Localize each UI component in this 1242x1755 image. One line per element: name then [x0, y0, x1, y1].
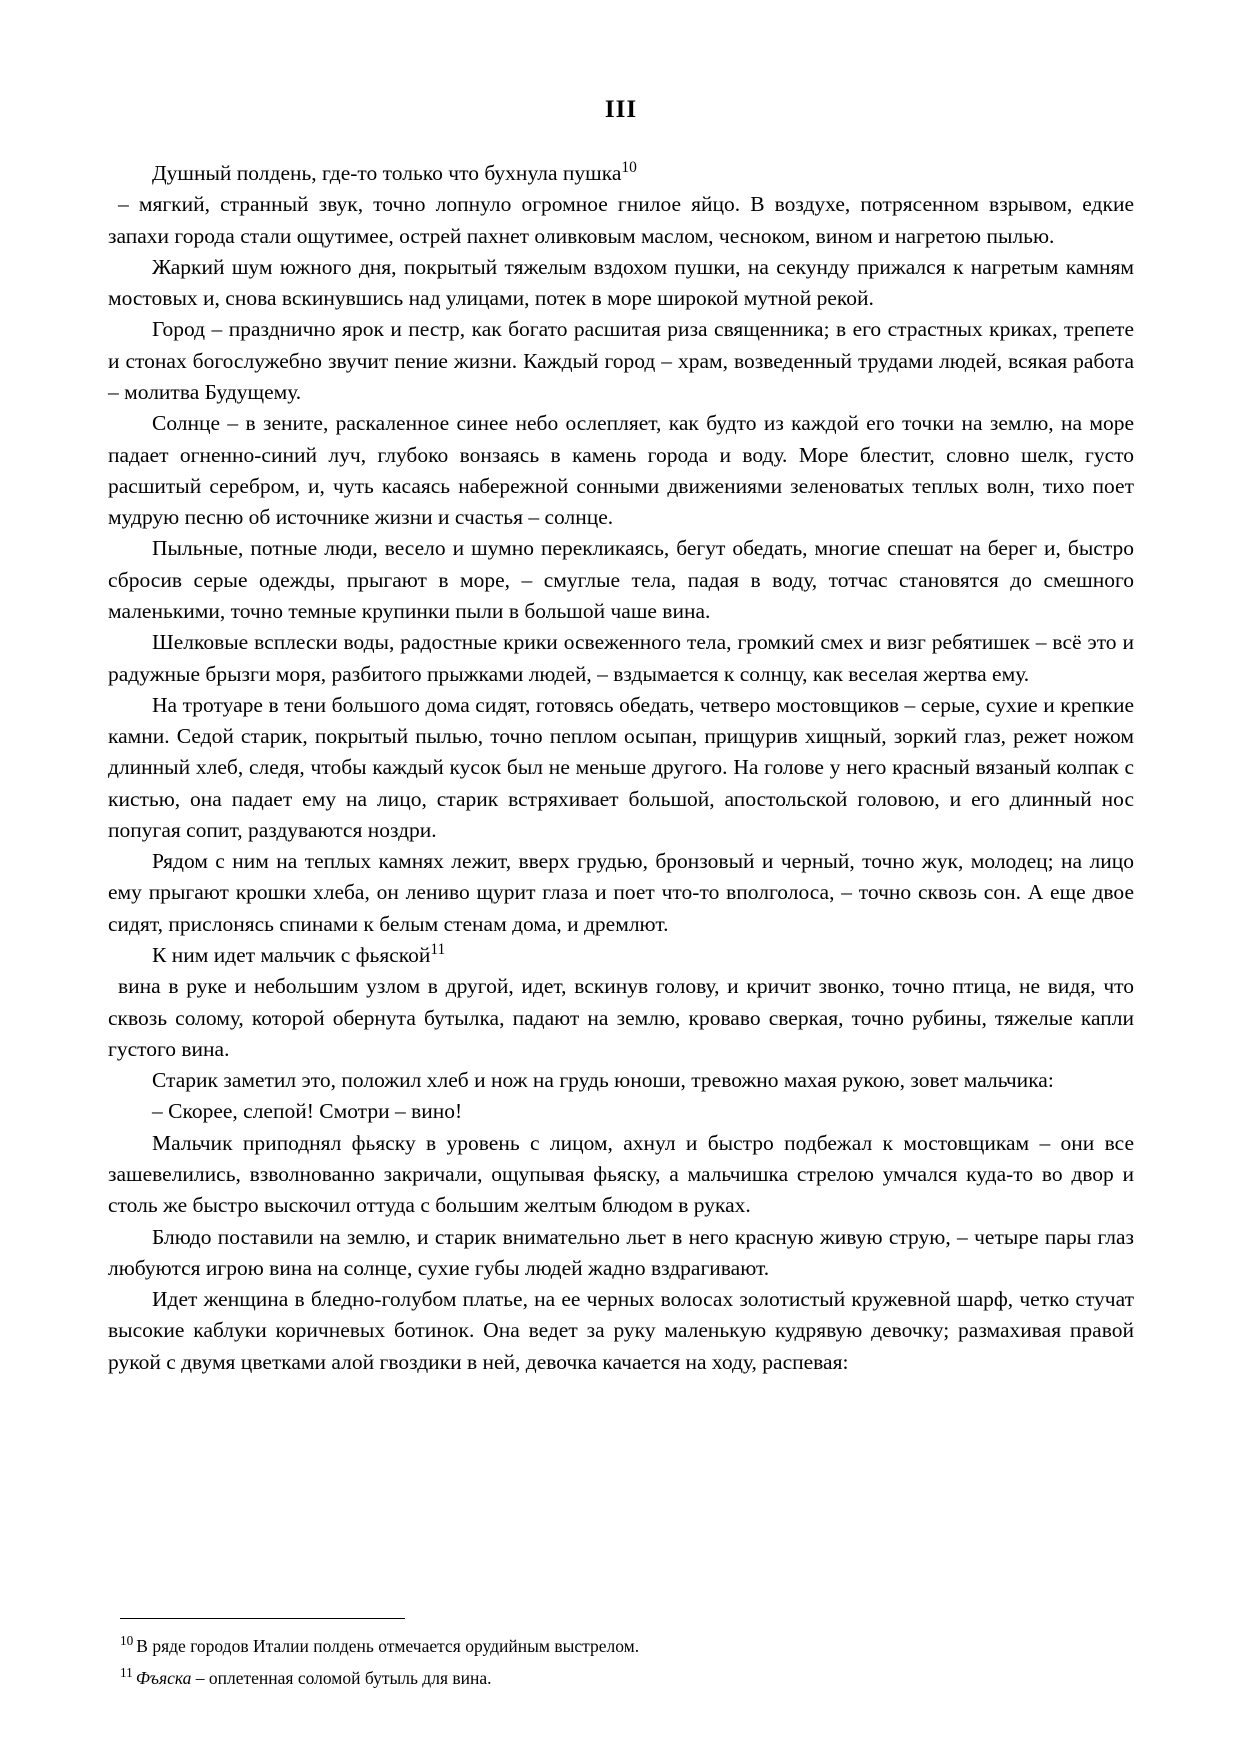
- footnote-marker-10[interactable]: 10: [621, 158, 637, 176]
- footnote-term: Фъяска: [135, 1667, 192, 1688]
- paragraph: Старик заметил это, положил хлеб и нож на грудь юноши, тревожно махая рукою, зовет мальчика:: [152, 1068, 1054, 1093]
- footnote-marker-11[interactable]: 11: [430, 940, 446, 958]
- paragraph: На тротуаре в тени большого дома сидят, готовясь обедать, четверо мостовщиков – серые, сухие и крепкие камни. Седой старик, покрытый пылью, точно пеплом осыпан, прищурив хищный, зоркий глаз, режет ножом длинный хлеб, следя, чтобы каждый кусок был не меньше другого. На голове у него красный вязаный колпак с кистью, она падает ему на лицо, старик встряхивает большой, апостольской головою, и его длинный нос попугая сопит, раздуваются ноздри.: [108, 692, 1134, 842]
- footnote-10: [108, 1633, 1134, 1659]
- paragraph: Рядом с ним на теплых камнях лежит, вверх грудью, бронзовый и черный, точно жук, молодец; на лицо ему прыгают крошки хлеба, он лениво щурит глаза и поет что-то вполголоса, – точно сквозь сон. А еще двое сидят, прислонясь спинами к белым стенам дома, и дремлют.: [108, 849, 1134, 936]
- paragraph: Мальчик приподнял фьяску в уровень с лицом, ахнул и быстро подбежал к мостовщикам – они все зашевелились, взволнованно закричали, ощупывая фьяску, а мальчишка стрелою умчался куда-то во двор и столь же быстро выскочил оттуда с большим желтым блюдом в руках.: [108, 1130, 1134, 1218]
- paragraph-text: К ним идет мальчик с фьяской: [152, 943, 431, 968]
- paragraph: Жаркий шум южного дня, покрытый тяжелым вздохом пушки, на секунду прижался к нагретым камням мостовых и, снова вскинувшись над улицами, потек в море широкой мутной рекой.: [108, 254, 1134, 311]
- paragraph: [108, 158, 1134, 189]
- footnote-separator: [120, 1618, 405, 1619]
- paragraph: Пыльные, потные люди, весело и шумно перекликаясь, бегут обедать, многие спешат на берег и, быстро сбросив серые одежды, прыгают в море, – смуглые тела, падая в воду, тотчас становятся до смешного маленькими, точно темные крупинки пыли в большой чаше вина.: [108, 536, 1134, 623]
- paragraph: Город – празднично ярок и пестр, как богато расшитая риза священника; в его страстных криках, трепете и стонах богослужебно звучит пение жизни. Каждый город – храм, возведенный трудами людей, всякая работа – молитва Будущему.: [108, 317, 1134, 404]
- paragraph-continuation: – мягкий, странный звук, точно лопнуло огромное гнилое яйцо. В воздухе, потрясенном взрывом, едкие запахи города стали ощутимее, острей пахнет оливковым маслом, чесноком, вином и нагретою пылью.: [108, 192, 1134, 248]
- paragraph-text: Душный полдень, где-то только что бухнула пушка: [152, 161, 622, 185]
- footnote-number: 11: [120, 1664, 133, 1680]
- footnote-text: В ряде городов Италии полдень отмечается орудийным выстрелом.: [136, 1635, 640, 1656]
- paragraph: Солнце – в зените, раскаленное синее небо ослепляет, как будто из каждой его точки на землю, на море падает огненно-синий луч, глубоко вонзаясь в камень города и воду. Море блестит, словно шелк, густо расшитый серебром, и, чуть касаясь набережной сонными движениями зеленоватых теплых волн, тихо поет мудрую песню об источнике жизни и счастья – солнце.: [108, 411, 1134, 530]
- footnote-text: – оплетенная соломой бутыль для вина.: [191, 1667, 492, 1688]
- footnote-area: [108, 1618, 1134, 1698]
- paragraph: Идет женщина в бледно-голубом платье, на ее черных волосах золотистый кружевной шарф, четко стучат высокие каблуки коричневых ботинок. Она ведет за руку маленькую кудрявую девочку; размахивая правой рукой с двумя цветками алой гвоздики в ней, девочка качается на ходу, распевая:: [108, 1287, 1134, 1374]
- paragraph: [108, 940, 1134, 971]
- paragraph-continuation: вина в руке и небольшим узлом в другой, идет, вскинув голову, и кричит звонко, точно птица, не видя, что сквозь солому, которой обернута бутылка, падают на землю, кроваво сверкая, точно рубины, тяжелые капли густого вина.: [108, 974, 1134, 1061]
- footnote-11: [108, 1665, 1134, 1691]
- chapter-title: III: [604, 96, 638, 123]
- footnote-number: 10: [120, 1632, 134, 1648]
- paragraph: Шелковые всплески воды, радостные крики освеженного тела, громкий смех и визг ребятишек – всё это и радужные брызги моря, разбитого прыжками людей, – вздымается к солнцу, как веселая жертва ему.: [108, 630, 1134, 686]
- body-text: [108, 158, 1134, 1378]
- paragraph: – Скорее, слепой! Смотри – вино!: [152, 1099, 463, 1124]
- paragraph: Блюдо поставили на землю, и старик внимательно льет в него красную живую струю, – четыре пары глаз любуются игрою вина на солнце, сухие губы людей жадно вздрагивают.: [108, 1224, 1134, 1280]
